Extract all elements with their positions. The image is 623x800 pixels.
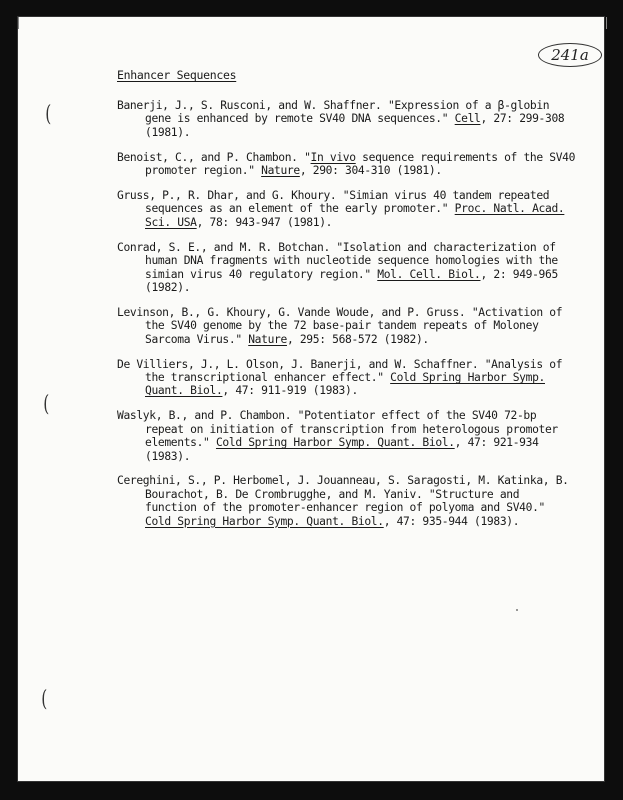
binder-hole-mark: ( [43,392,50,417]
journal-title: In vivo [310,150,356,164]
journal-title: Nature [261,164,300,178]
speck [516,609,518,611]
reference-entry [117,358,577,398]
reference-list [117,99,577,540]
reference-text: , 27: 299-308 (1981). [145,112,565,139]
top-right-tab-mark [606,17,607,29]
reference-text: , 78: 943-947 (1981). [196,215,333,229]
binder-hole-mark: ( [45,102,52,127]
reference-text: , 47: 935-944 (1983). [383,514,520,528]
reference-text: Cereghini, S., P. Herbomel, J. Jouanneau, S. Saragosti, M. Katinka, B. Bourachot, B. De Crombrugghe, and M. Yaniv. "Structure and function of the promoter-enhancer region of polyoma and SV40." [117,474,569,515]
reference-text: β [497,99,505,112]
reference-text: , 47: 911-919 (1983). [222,384,358,398]
document-page [18,17,604,781]
reference-text: Levinson, B., G. Khoury, G. Vande Woude, and P. Gruss. "Activation of the SV40 genome by the 72 base-pair tandem repeats of Moloney Sarcoma Virus." [117,305,563,346]
reference-entry [117,306,577,346]
reference-text: Banerji, J., S. Rusconi, and W. Shaffner. "Expression of a [117,99,498,112]
reference-entry [117,409,577,463]
journal-title: Nature [248,332,287,346]
reference-entry [117,474,577,528]
reference-text: Benoist, C., and P. Chambon. " [117,150,311,164]
journal-title: Proc. Natl. Acad. Sci. USA [145,202,565,229]
reference-text: , 290: 304-310 (1981). [299,164,442,178]
journal-title: Cold Spring Harbor Symp. Quant. Biol. [145,514,384,528]
reference-text: Waslyk, B., and P. Chambon. "Potentiator effect of the SV40 72-bp repeat on initiation of transcription from heterologous promoter elements." [117,409,558,450]
reference-text: , 2: 949-965 (1982). [145,267,558,294]
reference-text: Conrad, S. E., and M. R. Botchan. "Isolation and characterization of human DNA fragments with nucleotide sequence homologies with the simian virus 40 regulatory region." [117,240,558,281]
top-left-tab-mark [18,17,19,29]
document-heading: Enhancer Sequences [117,68,237,82]
journal-title: Cold Spring Harbor Symp. Quant. Biol. [215,436,455,450]
binder-hole-mark: ( [41,687,48,712]
journal-title: Cold Spring Harbor Symp. Quant. Biol. [145,371,545,398]
reference-text: , 295: 568-572 (1982). [286,332,429,346]
journal-title: Cell [454,112,481,126]
reference-text: Gruss, P., R. Dhar, and G. Khoury. "Simian virus 40 tandem repeated sequences as an element of the early promoter." [117,189,550,216]
reference-entry [117,151,577,178]
reference-text: , 47: 921-934 (1983). [145,436,539,463]
handwritten-page-number: 241a [538,43,602,67]
journal-title: Mol. Cell. Biol. [377,267,481,281]
reference-entry [117,99,577,139]
reference-text: sequence requirements of the SV40 promoter region." [145,150,576,178]
reference-entry [117,241,577,295]
reference-entry [117,189,577,229]
reference-text: -globin gene is enhanced by remote SV40 DNA sequences." [145,99,550,126]
reference-text: De Villiers, J., L. Olson, J. Banerji, and W. Schaffner. "Analysis of the transcriptional enhancer effect." [117,357,563,384]
